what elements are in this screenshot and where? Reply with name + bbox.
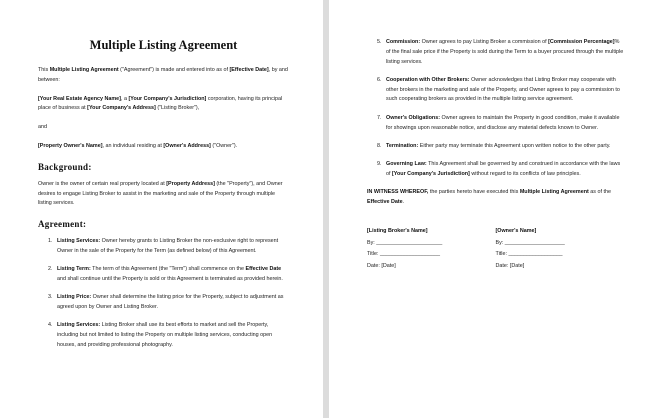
agreement-list-part-1 — [38, 237, 289, 351]
signature-by-line: By: ____________________ — [495, 239, 565, 246]
broker-signature — [367, 227, 496, 274]
agreement-item: 2. Listing Term: The term of this Agreement (the "Term") shall commence on the Effective Date and shall continue until the Property is sold or this Agreement is terminated as provided herein. — [48, 266, 283, 283]
signer-name: [Owner's Name] — [495, 227, 537, 234]
agreement-list-part-2 — [367, 38, 624, 180]
agreement-item: 7. Owner's Obligations: Owner agrees to maintain the Property in good condition, make it available for showings upon reasonable notice, and disclose any material defects known to Owner. — [377, 114, 620, 131]
document-page-2 — [329, 0, 652, 418]
and-text: and — [38, 124, 47, 131]
owner-signature — [496, 227, 625, 274]
agreement-item: 3. Listing Price: Owner shall determine the listing price for the Property, subject to adjustment as agreed upon by Owner and Listing Broker. — [48, 294, 284, 311]
intro-paragraph: This Multiple Listing Agreement ("Agreement") is made and entered into as of [Effective Date], by and between: — [38, 67, 288, 83]
background-paragraph: Owner is the owner of certain real property located at [Property Address] (the "Property"), and Owner desires to engage Listing Broker to assist in the marketing and sale of the Property through multiple listing services. — [38, 180, 283, 207]
broker-party-paragraph: [Your Real Estate Agency Name], a [Your Company's Jurisdiction] corporation, having its principal place of business at [Your Company's Address] ("Listing Broker"), — [38, 95, 283, 112]
background-heading: Background: — [38, 161, 92, 172]
agreement-item: 1. Listing Services: Owner hereby grants to Listing Broker the non-exclusive right to represent Owner in the sale of the Property for the Term (as defined below) of this Agreement. — [48, 238, 279, 254]
agreement-heading: Agreement: — [38, 219, 87, 230]
witness-paragraph: IN WITNESS WHEREOF, the parties hereto have executed this Multiple Listing Agreement as of the Effective Date. — [367, 189, 611, 206]
agreement-item: 4. Listing Services: Listing Broker shall use its best efforts to market and sell the Property, including but not limited to listing the Property on multiple listing services, conducting open houses, and providing professional photography. — [48, 322, 273, 349]
signature-title-line: Title: ____________________ — [367, 251, 440, 258]
owner-party-paragraph: [Property Owner's Name], an individual residing at [Owner's Address] ("Owner"). — [38, 142, 238, 149]
document-title: Multiple Listing Agreement — [89, 38, 238, 52]
agreement-item: 6. Cooperation with Other Brokers: Owner acknowledges that Listing Broker may cooperate with other brokers in the marketing and sale of the Property, and Owner agrees to pay a commission to such cooperating brokers as provided in the multiple listing service agreement. — [377, 76, 620, 103]
signer-name: [Listing Broker's Name] — [367, 227, 428, 234]
signature-date-line: Date: [Date] — [495, 263, 525, 270]
signature-by-line: By: ______________________ — [367, 239, 443, 246]
signature-block — [367, 227, 624, 274]
agreement-item: 5. Commission: Owner agrees to pay Listing Broker a commission of [Commission Percentage]% of the final sale price if the Property is sold during the Term to a buyer procured through the multiple listing services. — [377, 39, 624, 65]
agreement-item: 9. Governing Law: This Agreement shall be governed by and construed in accordance with the laws of [Your Company's Jurisdiction] without regard to its conflicts of law principles. — [377, 161, 621, 177]
signature-date-line: Date: [Date] — [367, 263, 396, 270]
document-page-1 — [0, 0, 323, 418]
signature-title-line: Title: __________________ — [495, 251, 563, 258]
agreement-item: 8. Termination: Either party may terminate this Agreement upon written notice to the other party. — [377, 142, 611, 149]
